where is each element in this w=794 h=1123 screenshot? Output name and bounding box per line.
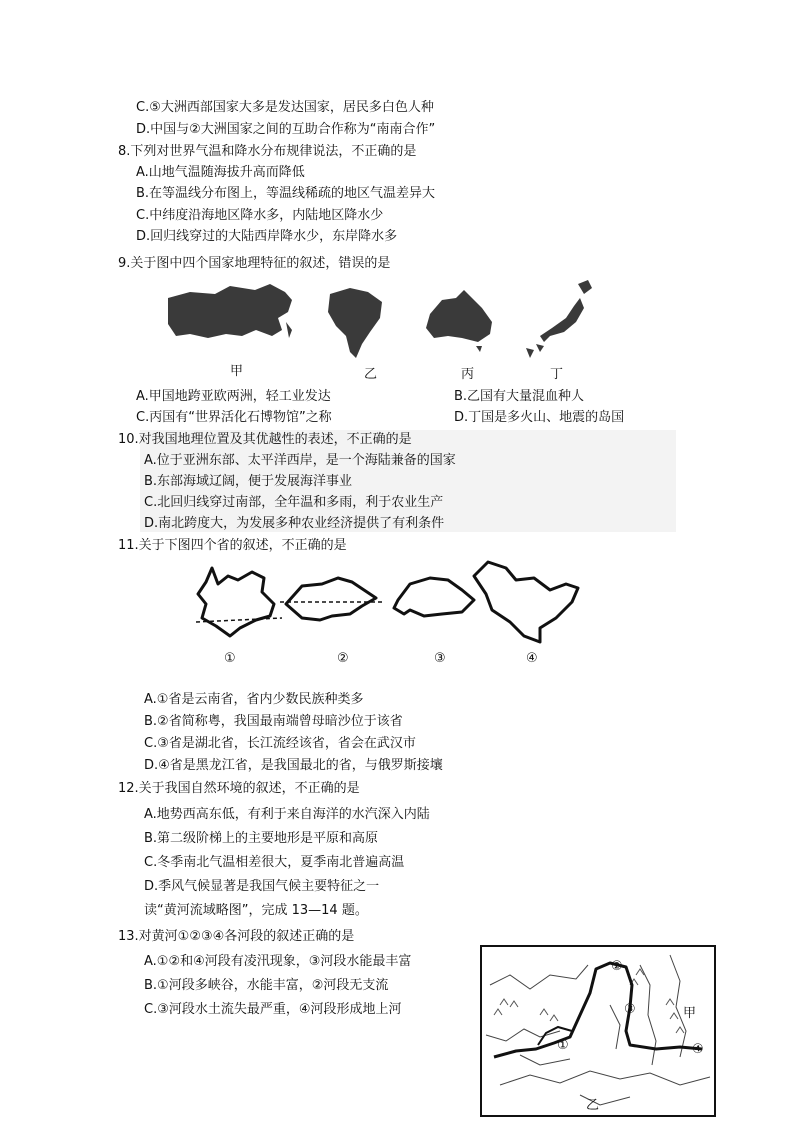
q10-option-b: B.东部海域辽阔，便于发展海洋事业 bbox=[144, 474, 353, 489]
river-label-yi: 乙 bbox=[586, 1098, 600, 1113]
brazil-silhouette bbox=[328, 288, 382, 358]
river-label-jia: 甲 bbox=[683, 1006, 697, 1021]
q11-option-b: B.②省简称粤，我国最南端曾母暗沙位于该省 bbox=[144, 714, 403, 729]
q12-option-b: B.第二级阶梯上的主要地形是平原和高原 bbox=[144, 831, 379, 846]
province-outlines-figure bbox=[190, 556, 590, 652]
river-label-4: ④ bbox=[692, 1042, 704, 1057]
province-3-outline bbox=[394, 578, 474, 616]
q9-label-yi: 乙 bbox=[364, 367, 378, 382]
q12-option-d: D.季风气候显著是我国气候主要特征之一 bbox=[144, 879, 380, 894]
japan-silhouette bbox=[578, 280, 592, 294]
q13-option-c: C.③河段水土流失最严重，④河段形成地上河 bbox=[144, 1002, 402, 1017]
reading-instruction: 读“黄河流域略图”，完成 13—14 题。 bbox=[144, 903, 368, 918]
river-label-2: ② bbox=[611, 959, 623, 974]
q11-option-d: D.④省是黑龙江省，是我国最北的省，与俄罗斯接壤 bbox=[144, 758, 443, 773]
q7-option-d: D.中国与②大洲国家之间的互助合作称为“南南合作” bbox=[136, 122, 436, 137]
q9-stem: 9.关于图中四个国家地理特征的叙述，错误的是 bbox=[118, 256, 391, 271]
q12-stem: 12.关于我国自然环境的叙述，不正确的是 bbox=[118, 781, 360, 796]
q10-stem: 10.对我国地理位置及其优越性的表述，不正确的是 bbox=[118, 432, 412, 447]
q9-option-d: D.丁国是多火山、地震的岛国 bbox=[454, 410, 625, 425]
q11-option-a: A.①省是云南省，省内少数民族种类多 bbox=[144, 692, 364, 707]
q13-option-a: A.①②和④河段有凌汛现象，③河段水能最丰富 bbox=[144, 954, 412, 969]
q8-option-a: A.山地气温随海拔升高而降低 bbox=[136, 165, 305, 180]
q10-option-a: A.位于亚洲东部、太平洋西岸，是一个海陆兼备的国家 bbox=[144, 453, 456, 468]
q11-label-3: ③ bbox=[434, 651, 446, 666]
australia-silhouette bbox=[426, 290, 492, 342]
q9-option-a: A.甲国地跨亚欧两洲，轻工业发达 bbox=[136, 389, 331, 404]
q12-option-a: A.地势西高东低，有利于来自海洋的水汽深入内陆 bbox=[144, 807, 430, 822]
q8-option-c: C.中纬度沿海地区降水多，内陆地区降水少 bbox=[136, 208, 384, 223]
q8-stem: 8.下列对世界气温和降水分布规律说法，不正确的是 bbox=[118, 144, 417, 159]
q11-option-c: C.③省是湖北省，长江流经该省，省会在武汉市 bbox=[144, 736, 416, 751]
q11-label-4: ④ bbox=[526, 651, 538, 666]
province-1-outline bbox=[198, 568, 274, 636]
q13-option-b: B.①河段多峡谷，水能丰富，②河段无支流 bbox=[144, 978, 389, 993]
q7-option-c: C.⑤大洲西部国家大多是发达国家，居民多白色人种 bbox=[136, 100, 434, 115]
q8-option-d: D.回归线穿过的大陆西岸降水少，东岸降水多 bbox=[136, 229, 398, 244]
q11-label-1: ① bbox=[224, 651, 236, 666]
province-2-outline bbox=[286, 578, 376, 620]
q10-option-c: C.北回归线穿过南部，全年温和多雨，利于农业生产 bbox=[144, 495, 444, 510]
q12-option-c: C.冬季南北气温相差很大，夏季南北普遍高温 bbox=[144, 855, 405, 870]
country-maps-figure bbox=[160, 278, 610, 378]
yellow-river-map bbox=[480, 945, 716, 1117]
river-label-1: ① bbox=[557, 1038, 569, 1053]
q9-label-jia: 甲 bbox=[230, 364, 244, 379]
russia-silhouette bbox=[168, 284, 292, 338]
river-label-3: ③ bbox=[624, 1002, 636, 1017]
q9-option-c: C.丙国有“世界活化石博物馆”之称 bbox=[136, 410, 332, 425]
q13-stem: 13.对黄河①②③④各河段的叙述正确的是 bbox=[118, 929, 355, 944]
q10-option-d: D.南北跨度大，为发展多种农业经济提供了有利条件 bbox=[144, 516, 445, 531]
q11-label-2: ② bbox=[337, 651, 349, 666]
q9-label-ding: 丁 bbox=[550, 367, 564, 382]
q11-stem: 11.关于下图四个省的叙述，不正确的是 bbox=[118, 538, 347, 553]
q9-option-b: B.乙国有大量混血种人 bbox=[454, 389, 585, 404]
q8-option-b: B.在等温线分布图上，等温线稀疏的地区气温差异大 bbox=[136, 186, 436, 201]
province-4-outline bbox=[474, 562, 578, 642]
q9-label-bing: 丙 bbox=[461, 367, 475, 382]
